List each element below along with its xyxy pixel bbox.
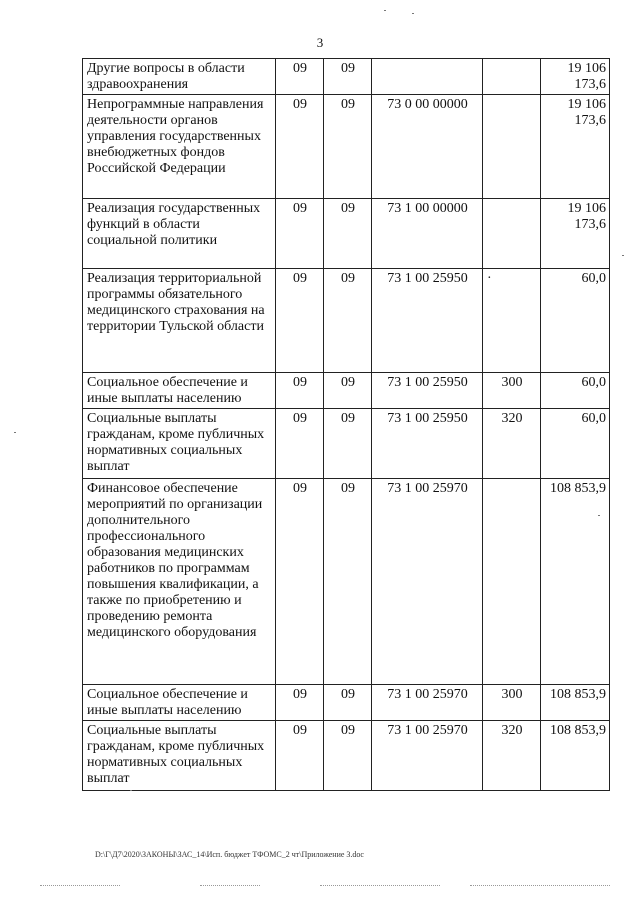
table-row: [83, 409, 610, 479]
row-expense-type: ·: [483, 269, 541, 373]
row-expense-type: [483, 479, 541, 685]
row-section: 09: [276, 95, 324, 199]
row-name: Социальное обеспечение и иные выплаты населению: [83, 373, 276, 409]
scan-noise-line: [40, 885, 120, 887]
row-section: 09: [276, 269, 324, 373]
row-name: Социальные выплаты гражданам, кроме публичных нормативных социальных выплат: [83, 409, 276, 479]
scan-speck: [130, 790, 132, 791]
row-sum: 60,0: [541, 269, 610, 373]
row-sum: 108 853,9: [541, 721, 610, 791]
scan-noise-line: [200, 885, 260, 887]
row-target-code: 73 1 00 25950: [372, 409, 483, 479]
table-row: [83, 199, 610, 269]
row-name: Социальное обеспечение и иные выплаты населению: [83, 685, 276, 721]
row-sum: 60,0: [541, 373, 610, 409]
table-row: [83, 269, 610, 373]
row-expense-type: [483, 199, 541, 269]
table-row: [83, 721, 610, 791]
table-row: [83, 95, 610, 199]
row-subsection: 09: [324, 269, 372, 373]
row-name: Другие вопросы в области здравоохранения: [83, 59, 276, 95]
row-target-code: 73 1 00 25950: [372, 269, 483, 373]
row-sum: 60,0: [541, 409, 610, 479]
row-subsection: 09: [324, 373, 372, 409]
row-sum: 108 853,9: [541, 685, 610, 721]
row-subsection: 09: [324, 479, 372, 685]
scan-speck: [14, 432, 16, 433]
row-target-code: 73 0 00 00000: [372, 95, 483, 199]
table-row: [83, 373, 610, 409]
row-target-code: 73 1 00 25950: [372, 373, 483, 409]
row-subsection: 09: [324, 95, 372, 199]
row-expense-type: [483, 95, 541, 199]
row-expense-type: [483, 59, 541, 95]
table-row: [83, 59, 610, 95]
row-name: Реализация территориальной программы обязательного медицинского страхования на территории Тульской области: [83, 269, 276, 373]
budget-table: [82, 58, 610, 791]
row-section: 09: [276, 685, 324, 721]
row-section: 09: [276, 59, 324, 95]
scan-speck: [412, 13, 414, 14]
row-target-code: 73 1 00 25970: [372, 479, 483, 685]
row-target-code: 73 1 00 25970: [372, 685, 483, 721]
row-section: 09: [276, 409, 324, 479]
row-name: Непрограммные направления деятельности органов управления государственных внебюджетных фондов Российской Федерации: [83, 95, 276, 199]
scan-speck: [598, 515, 600, 516]
row-expense-type: 300: [483, 685, 541, 721]
row-sum: 19 106 173,6: [541, 199, 610, 269]
file-path-footer: D:\Г\Д7\2020\ЗАКОНЫ\ЗАС_14\Исп. бюджет ТФОМС_2 чт\Приложение 3.doc: [95, 850, 364, 859]
row-section: 09: [276, 721, 324, 791]
row-target-code: [372, 59, 483, 95]
row-subsection: 09: [324, 59, 372, 95]
row-section: 09: [276, 199, 324, 269]
scan-noise-line: [470, 885, 610, 887]
table-row: [83, 685, 610, 721]
scan-speck: [622, 255, 624, 256]
row-sum: 19 106 173,6: [541, 95, 610, 199]
scan-speck: [384, 10, 386, 11]
row-expense-type: 300: [483, 373, 541, 409]
row-name: Финансовое обеспечение мероприятий по организации дополнительного профессионального образования медицинских работников по программам повышения квалификации, а также по приобретению и проведению ремонта медицинского оборудования: [83, 479, 276, 685]
table-row: [83, 479, 610, 685]
row-sum: 108 853,9: [541, 479, 610, 685]
row-name: Реализация государственных функций в области социальной политики: [83, 199, 276, 269]
row-name: Социальные выплаты гражданам, кроме публичных нормативных социальных выплат: [83, 721, 276, 791]
row-sum: 19 106 173,6: [541, 59, 610, 95]
row-subsection: 09: [324, 721, 372, 791]
page-number: 3: [316, 35, 324, 50]
row-subsection: 09: [324, 199, 372, 269]
row-section: 09: [276, 373, 324, 409]
row-expense-type: 320: [483, 409, 541, 479]
row-target-code: 73 1 00 00000: [372, 199, 483, 269]
row-expense-type: 320: [483, 721, 541, 791]
row-section: 09: [276, 479, 324, 685]
row-target-code: 73 1 00 25970: [372, 721, 483, 791]
scan-noise-line: [320, 885, 440, 887]
row-subsection: 09: [324, 409, 372, 479]
row-subsection: 09: [324, 685, 372, 721]
